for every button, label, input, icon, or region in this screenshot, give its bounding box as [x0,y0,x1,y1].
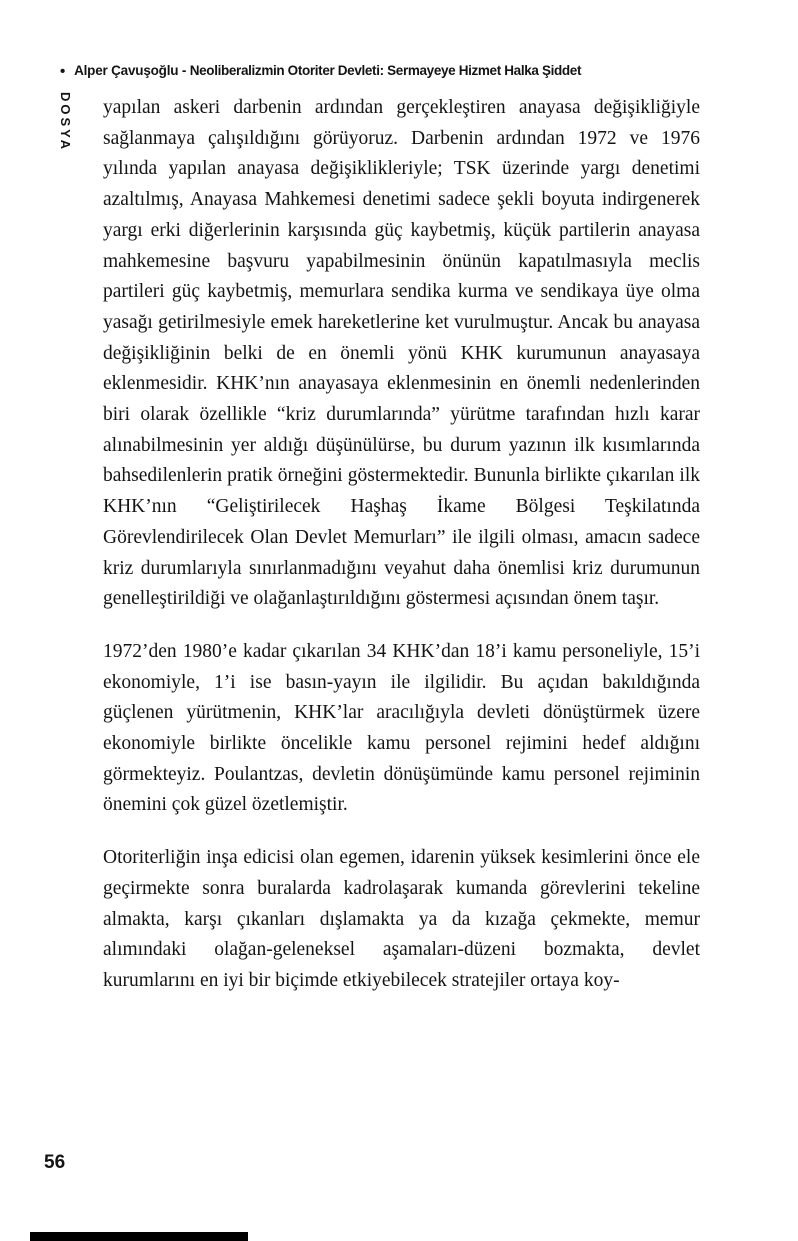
running-header [60,62,738,79]
page-number: 56 [44,1152,66,1173]
header-author: Alper Çavuşoğlu [74,63,179,78]
footer-bar-decoration [30,1232,248,1241]
header-separator: - [178,63,190,78]
bullet-icon: • [60,63,66,80]
article-body [103,93,700,997]
header-article-title: Neoliberalizmin Otoriter Devleti: Sermayeye Hizmet Halka Şiddet [189,63,582,78]
paragraph: 1972’den 1980’e kadar çıkarılan 34 KHK’dan 18’i kamu personeliyle, 15’i ekonomiyle, 1’i ise basın-yayın ile ilgilidir. Bu açıdan bakıldığında güçlenen yürütmenin, KHK’lar aracılığıyla devleti dönüştürmek üzere ekonomiyle birlikte öncelikle kamu personel rejimini hedef aldığını görmekteyiz. Poulantzas, devletin dönüşümünde kamu personel rejiminin önemini çok güzel özetlemiştir. [103,640,700,816]
paragraph: yapılan askeri darbenin ardından gerçekleştiren anayasa değişikliğiyle sağlanmaya çalışıldığını görüyoruz. Darbenin ardından 1972 ve 1976 yılında yapılan anayasa değişiklikleriyle; TSK üzerinde yargı denetimi azaltılmış, Anayasa Mahkemesi denetimi sadece şekli boyuta indirgenerek yargı erki diğerlerinin karşısında güç kaybetmiş, küçük partilerin anayasa mahkemesine başvuru yapabilmesinin önünün kapatılmasıyla meclis partileri güç kaybetmiş, memurlara sendika kurma ve sendikaya üye olma yasağı getirilmesiyle emek hareketlerine ket vurulmuştur. Ancak bu anayasa değişikliğinin belki de en önemli yönü KHK kurumunun anayasaya eklenmesidir. KHK’nın anayasaya eklenmesinin en önemli nedenlerinden biri olarak özellikle “kriz durumlarında” yürütme tarafından hızlı karar alınabilmesinin yer aldığı düşünülürse, bu durum yazının ilk kısımlarında bahsedilenlerin pratik örneğini göstermektedir. Bununla birlikte çıkarılan ilk KHK’nın “Geliştirilecek Haşhaş İkame Bölgesi Teşkilatında Görevlendirilecek Olan Devlet Memurları” ile ilgili olması, amacın sadece kriz durumlarıyla sınırlanmadığını veyahut daha önemlisi kriz durumunun genelleştirildiği ve olağanlaştırıldığını göstermesi açısından önem taşır. [103,97,700,610]
section-sidebar-label: DOSYA [58,92,73,153]
block-quote: Otoriterliğin inşa edicisi olan egemen, idarenin yüksek kesimlerini önce ele geçirmekte sonra buralarda kadrolaşarak kumanda görevlerini tekeline almakta, karşı çıkanları dışlamakta ya da kızağa çekmekte, memur alımındaki olağan-geleneksel aşamaları-düzeni bozmakta, devlet kurumlarını en iyi bir biçimde etkiyebilecek stratejiler ortaya koy- [103,847,700,991]
